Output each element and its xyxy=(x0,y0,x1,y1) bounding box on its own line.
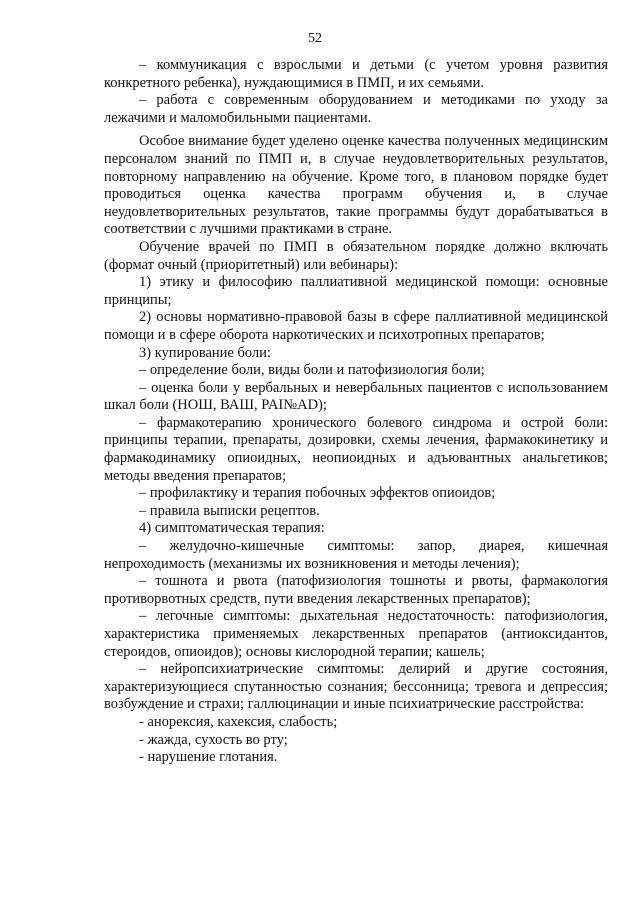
subitem-anorexia: - анорексия, кахексия, слабость; xyxy=(139,713,338,730)
subitem-pulmonary: – легочные симптомы: дыхательная недостаточность: патофизиология, характеристика применяемых лекарственных препаратов (антиоксидантов, стероидов, опиоидов); основы кислородной терапии; кашель; xyxy=(104,608,608,660)
subitem-pain-assessment: – оценка боли у вербальных и невербальных пациентов с использованием шкал боли (НОШ, ВАШ, PAI№AD); xyxy=(104,379,608,414)
subitem-nausea: – тошнота и рвота (патофизиология тошноты и рвоты, фармакология противорвотных средств, пути введения лекарственных препаратов); xyxy=(104,573,608,607)
document-body xyxy=(104,57,608,767)
list-item-ethics: 1) этику и философию паллиативной медицинской помощи: основные принципы; xyxy=(104,274,608,308)
subitem-swallowing: - нарушение глотания. xyxy=(139,749,278,766)
paragraph-communication: – коммуникация с взрослыми и детьми (с учетом уровня развития конкретного ребенка), нуждающимися в ПМП, и их семьями. xyxy=(104,57,608,91)
paragraph-equipment: – работа с современным оборудованием и методиками по уходу за лежачими и маломобильными пациентами. xyxy=(104,92,608,126)
subitem-side-effects: – профилактику и терапия побочных эффектов опиоидов; xyxy=(139,485,496,502)
list-item-legal-basis: 2) основы нормативно-правовой базы в сфере паллиативной медицинской помощи и в сфере оборота наркотических и психотропных препаратов; xyxy=(104,309,608,343)
paragraph-training-intro: Обучение врачей по ПМП в обязательном порядке должно включать (формат очный (приоритетный) или вебинары): xyxy=(104,238,608,273)
page-number: 52 xyxy=(308,31,322,46)
list-item-pain-relief: 3) купирование боли: xyxy=(139,344,271,361)
subitem-prescriptions: – правила выписки рецептов. xyxy=(139,502,320,519)
subitem-pain-definition: – определение боли, виды боли и патофизиология боли; xyxy=(139,362,485,379)
subitem-thirst: - жажда, сухость во рту; xyxy=(139,731,288,748)
subitem-pharmacotherapy: – фармакотерапию хронического болевого синдрома и острой боли: принципы терапии, препараты, дозировки, схемы лечения, фармакокинетику и фармакодинамику опиоидных, неопиоидных и адъювантных анальгетиков; методы введения препаратов; xyxy=(104,414,608,484)
list-item-symptomatic-therapy: 4) симптоматическая терапия: xyxy=(139,520,325,537)
paragraph-quality-assessment: Особое внимание будет уделено оценке качества полученных медицинским персоналом знаний по ПМП и, в случае неудовлетворительных результатов, повторному направлению на обучение. Кроме того, в плановом порядке будет проводиться оценка качества программ обучения и, в случае неудовлетворительных результатов, такие программы будут дорабатываться в соответствии с лучшими практиками в стране. xyxy=(104,133,608,238)
subitem-neuropsychiatric: – нейропсихиатрические симптомы: делирий и другие состояния, характеризующиеся спутанностью сознания; бессонница; тревога и депрессия; возбуждение и страхи; галлюцинации и иные психиатрические расстройства: xyxy=(104,661,608,713)
subitem-gastrointestinal: – желудочно-кишечные симптомы: запор, диарея, кишечная непроходимость (механизмы их возникновения и методы лечения); xyxy=(104,538,608,572)
